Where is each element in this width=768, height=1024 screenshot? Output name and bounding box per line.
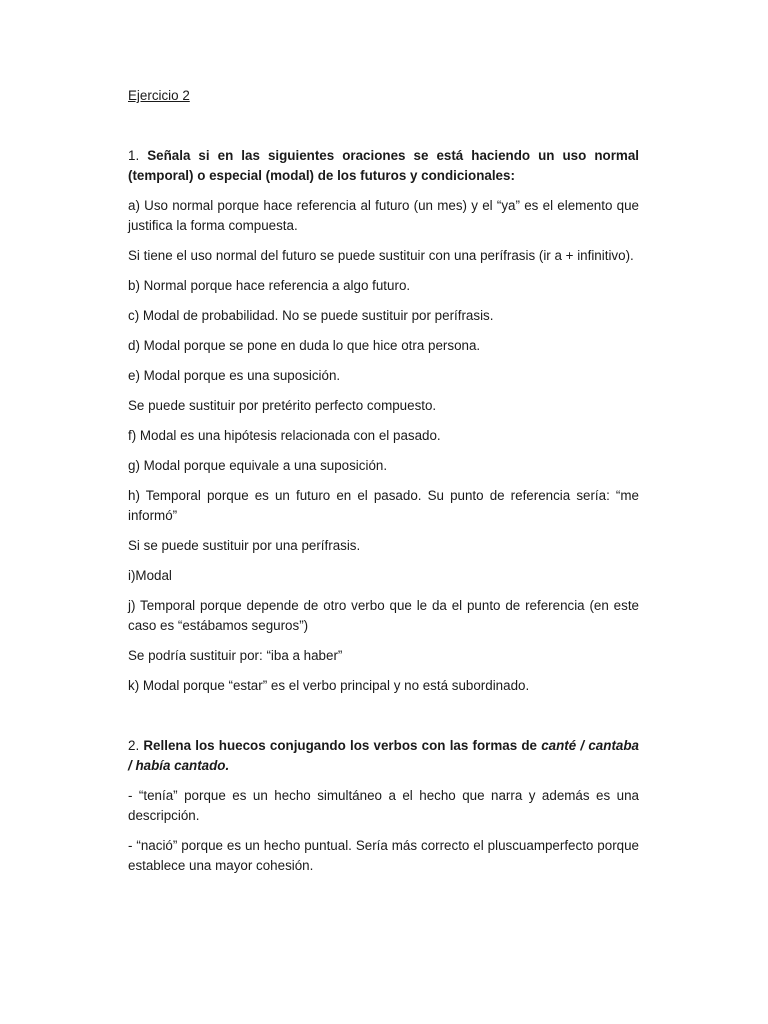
question-1-prompt xyxy=(128,146,639,186)
question-2-forms: canté / cantaba / había cantado. xyxy=(128,738,639,773)
answer-2-1: - “tenía” porque es un hecho simultáneo a el hecho que narra y además es una descripción. xyxy=(128,788,639,823)
answer-j-note: Se podría sustituir por: “iba a haber” xyxy=(128,648,343,663)
answer-2-2: - “nació” porque es un hecho puntual. Sería más correcto el pluscuamperfecto porque establece una mayor cohesión. xyxy=(128,838,639,873)
question-2-prompt xyxy=(128,736,639,776)
question-2-number: 2. xyxy=(128,738,140,753)
answer-j: j) Temporal porque depende de otro verbo que le da el punto de referencia (en este caso es “estábamos seguros”) xyxy=(128,598,639,633)
answer-d: d) Modal porque se pone en duda lo que hice otra persona. xyxy=(128,338,481,353)
document-page xyxy=(128,86,639,876)
answer-i: i)Modal xyxy=(128,568,172,583)
answer-h-note: Si se puede sustituir por una perífrasis. xyxy=(128,538,361,553)
answer-g: g) Modal porque equivale a una suposición. xyxy=(128,458,388,473)
answer-e-note: Se puede sustituir por pretérito perfecto compuesto. xyxy=(128,398,437,413)
answer-a: a) Uso normal porque hace referencia al futuro (un mes) y el “ya” es el elemento que justifica la forma compuesta. xyxy=(128,198,639,233)
answer-b: b) Normal porque hace referencia a algo futuro. xyxy=(128,278,411,293)
question-2-text: Rellena los huecos conjugando los verbos con las formas de xyxy=(143,738,538,753)
answer-a-note: Si tiene el uso normal del futuro se puede sustituir con una perífrasis (ir a + infinitivo). xyxy=(128,248,634,263)
answer-h: h) Temporal porque es un futuro en el pasado. Su punto de referencia sería: “me informó” xyxy=(128,488,639,523)
exercise-heading: Ejercicio 2 xyxy=(128,88,190,103)
answer-f: f) Modal es una hipótesis relacionada con el pasado. xyxy=(128,428,441,443)
answer-e: e) Modal porque es una suposición. xyxy=(128,368,341,383)
answer-k: k) Modal porque “estar” es el verbo principal y no está subordinado. xyxy=(128,678,530,693)
question-1-text: Señala si en las siguientes oraciones se está haciendo un uso normal (temporal) o especial (modal) de los futuros y condicionales: xyxy=(128,148,639,183)
answer-c: c) Modal de probabilidad. No se puede sustituir por perífrasis. xyxy=(128,308,494,323)
question-1-number: 1. xyxy=(128,148,140,163)
